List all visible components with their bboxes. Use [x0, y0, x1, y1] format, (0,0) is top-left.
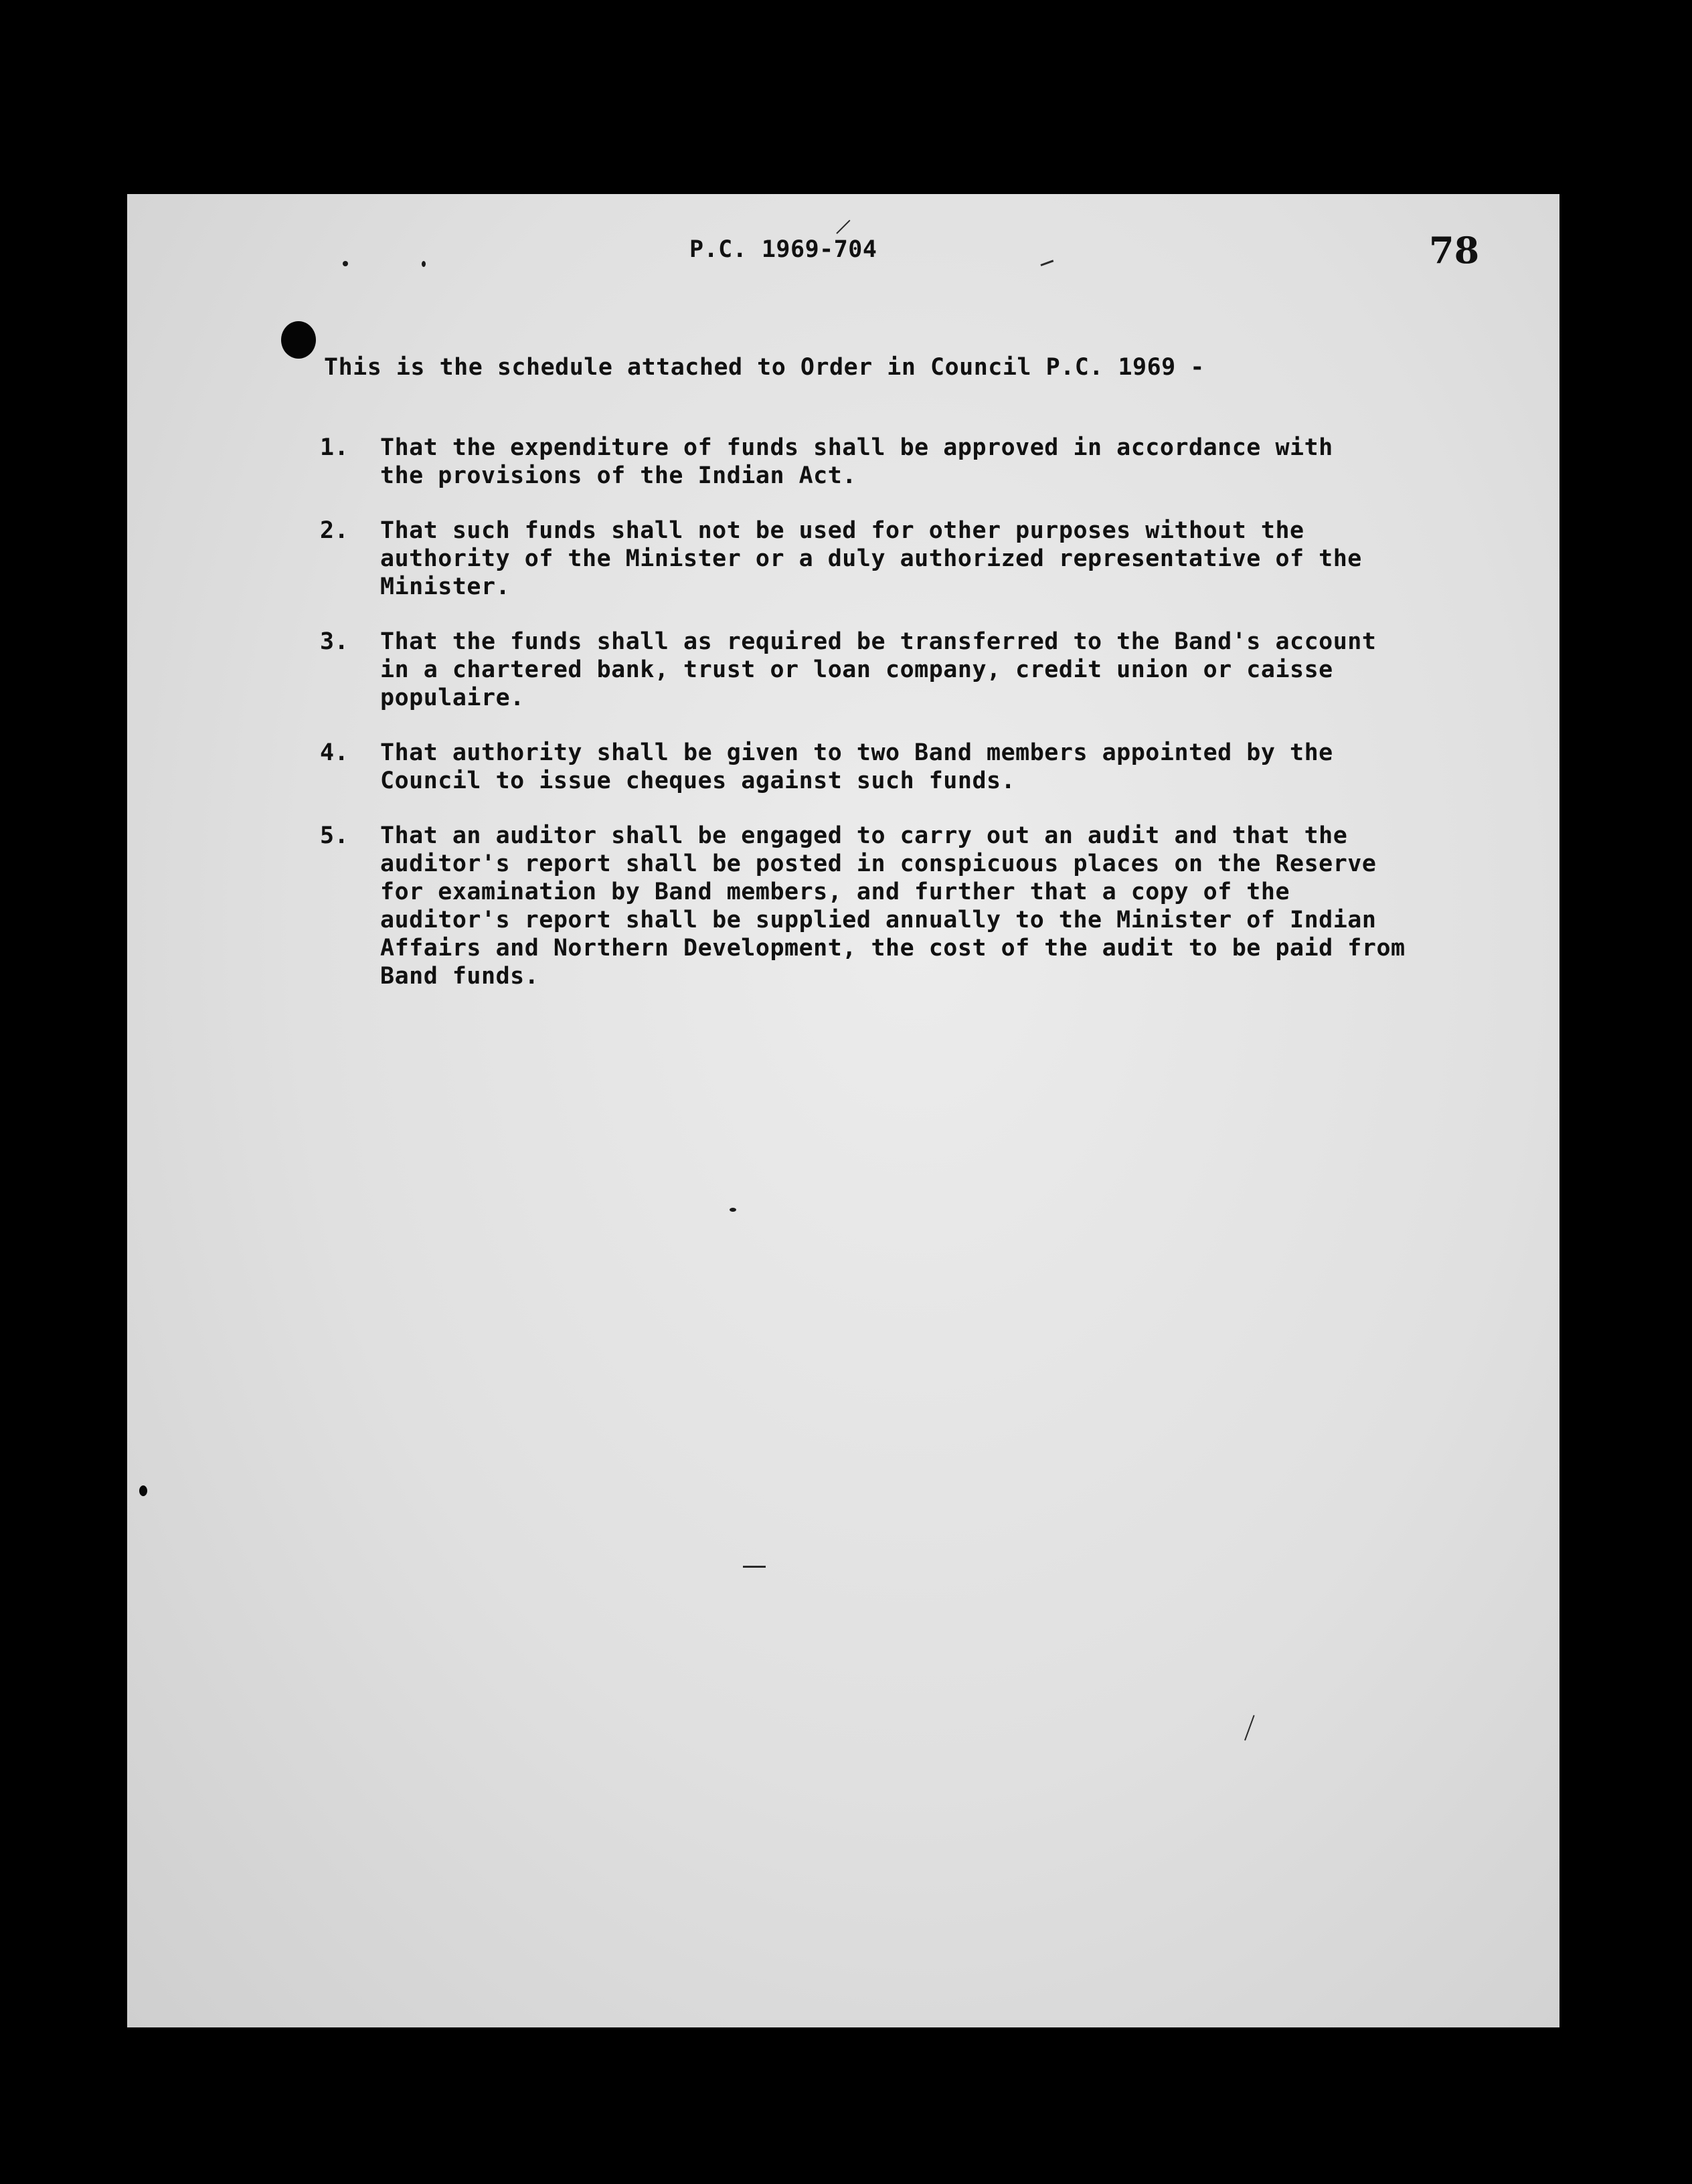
scan-scratch [1040, 260, 1053, 266]
schedule-item-4 [320, 739, 1525, 795]
item-line: That authority shall be given to two Band members appointed by the [380, 739, 1333, 766]
item-text [380, 822, 1525, 990]
item-line: authority of the Minister or a duly authorized representative of the [380, 545, 1362, 572]
item-text [380, 739, 1525, 795]
schedule-item-2 [320, 517, 1525, 601]
scan-scratch [836, 219, 850, 234]
page-number: 78 [1429, 229, 1480, 272]
schedule-item-1 [320, 434, 1525, 490]
item-text [380, 628, 1525, 712]
item-line: Minister. [380, 573, 511, 600]
punch-hole-mark [281, 321, 316, 359]
item-text [380, 434, 1525, 490]
item-line: populaire. [380, 685, 525, 711]
item-line: auditor's report shall be supplied annually to the Minister of Indian [380, 907, 1377, 933]
item-number: 4. [320, 739, 349, 766]
schedule-item-3 [320, 628, 1525, 712]
scan-speck [730, 1208, 736, 1212]
scan-scratch [1244, 1715, 1255, 1740]
document-reference: P.C. 1969-704 [689, 236, 877, 263]
item-line: Band funds. [380, 963, 539, 990]
schedule-items [320, 434, 1525, 1017]
item-line: That the funds shall as required be transferred to the Band's account [380, 628, 1377, 655]
scan-speck [343, 261, 348, 266]
item-line: in a chartered bank, trust or loan company, credit union or caisse [380, 656, 1333, 683]
scan-edge-mark [139, 1485, 147, 1496]
item-line: for examination by Band members, and further that a copy of the [380, 879, 1290, 905]
scan-scratch [743, 1566, 766, 1568]
scan-speck [422, 261, 426, 267]
item-line: auditor's report shall be posted in conspicuous places on the Reserve [380, 850, 1377, 877]
schedule-intro: This is the schedule attached to Order in Council P.C. 1969 - [324, 354, 1205, 381]
document-page [127, 194, 1559, 2027]
item-number: 3. [320, 628, 349, 655]
item-line: Affairs and Northern Development, the cost of the audit to be paid from [380, 935, 1406, 962]
item-number: 2. [320, 517, 349, 544]
item-text [380, 517, 1525, 601]
item-line: the provisions of the Indian Act. [380, 462, 857, 489]
item-line: That the expenditure of funds shall be approved in accordance with [380, 434, 1333, 461]
item-line: That an auditor shall be engaged to carry out an audit and that the [380, 822, 1348, 849]
item-number: 5. [320, 822, 349, 849]
item-line: That such funds shall not be used for other purposes without the [380, 517, 1304, 544]
item-number: 1. [320, 434, 349, 461]
schedule-item-5 [320, 822, 1525, 990]
item-line: Council to issue cheques against such funds. [380, 767, 1016, 794]
